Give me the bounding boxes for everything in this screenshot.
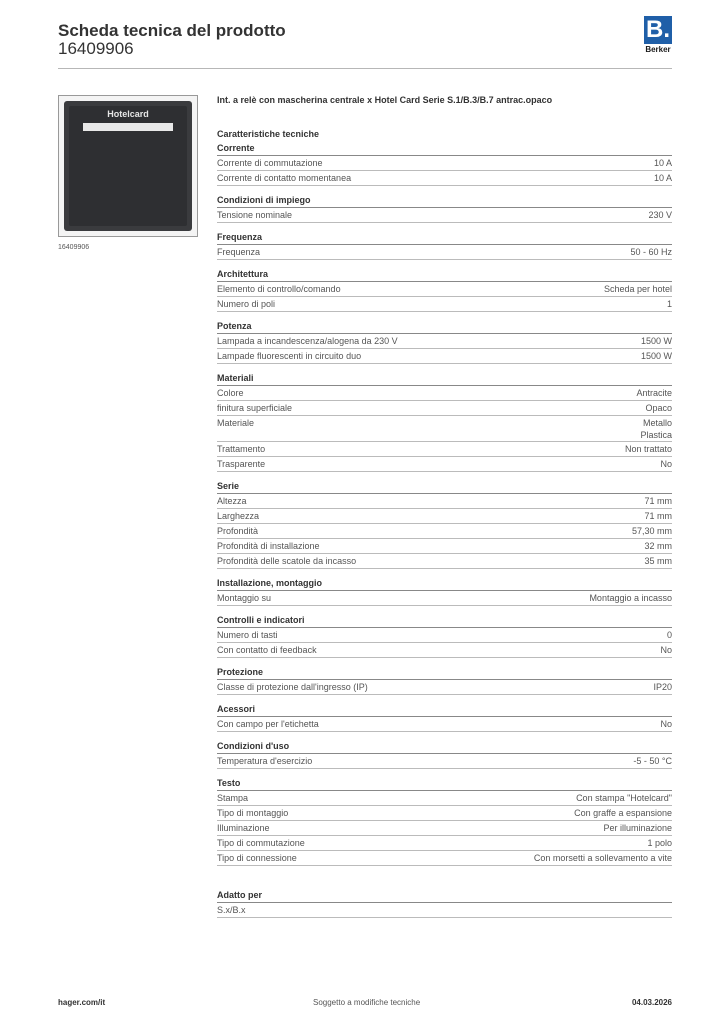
spec-group-title: Condizioni di impiego: [217, 195, 672, 208]
spec-row: [217, 628, 672, 643]
spec-group-title: Corrente: [217, 143, 672, 156]
spec-value-text: Scheda per hotel: [603, 284, 672, 294]
spec-value: [654, 157, 672, 169]
spec-value: [630, 246, 672, 258]
spec-value: [648, 209, 672, 221]
spec-value-text: IP20: [653, 682, 672, 692]
spec-value: [653, 681, 672, 693]
berker-logo-mark: B.: [646, 16, 670, 43]
spec-group-title: Protezione: [217, 667, 672, 680]
spec-row: [217, 208, 672, 223]
spec-value: [660, 644, 672, 656]
spec-label: Tipo di connessione: [217, 853, 297, 863]
spec-group-title: Installazione, montaggio: [217, 578, 672, 591]
spec-value-text: 57,30 mm: [631, 526, 672, 536]
spec-row: [217, 457, 672, 472]
spec-group-title: Frequenza: [217, 232, 672, 245]
spec-label: Colore: [217, 388, 244, 398]
spec-label: Numero di poli: [217, 299, 276, 309]
spec-row: [217, 509, 672, 524]
spec-group-title: Potenza: [217, 321, 672, 334]
spec-row: [217, 806, 672, 821]
spec-value-text: 0: [666, 630, 672, 640]
spec-value-text: 10 A: [653, 173, 672, 183]
spec-label: Lampada a incandescenza/alogena da 230 V: [217, 336, 398, 346]
spec-value-text: Antracite: [636, 388, 672, 398]
spec-value: [647, 837, 672, 849]
spec-label: S.x/B.x: [217, 905, 246, 915]
spec-group: [217, 373, 672, 472]
spec-row: [217, 334, 672, 349]
header-divider: [58, 68, 672, 69]
spec-value-text: 1500 W: [640, 336, 672, 346]
spec-value-text-2: Plastica: [640, 430, 672, 440]
spec-value: [636, 387, 672, 399]
spec-value: [644, 495, 672, 507]
spec-value: [625, 443, 672, 455]
spec-group: [217, 321, 672, 364]
spec-row: [217, 282, 672, 297]
spec-group: [217, 269, 672, 312]
spec-row: [217, 524, 672, 539]
spec-value-text: 10 A: [653, 158, 672, 168]
spec-value-text: 32 mm: [644, 541, 672, 551]
spec-value-text: No: [660, 719, 672, 729]
spec-value-text: 50 - 60 Hz: [630, 247, 672, 257]
spec-value: [644, 540, 672, 552]
spec-row: [217, 554, 672, 569]
spec-row: [217, 791, 672, 806]
spec-value: [576, 792, 672, 804]
spec-group-title: Condizioni d'uso: [217, 741, 672, 754]
spec-value: [660, 718, 672, 730]
spec-value: [660, 458, 672, 470]
spec-group-title: Architettura: [217, 269, 672, 282]
spec-value-text: 1 polo: [647, 838, 672, 848]
spec-label: Classe di protezione dall'ingresso (IP): [217, 682, 368, 692]
spec-row: [217, 851, 672, 866]
spec-label: Profondità delle scatole da incasso: [217, 556, 357, 566]
footer-date: 04.03.2026: [631, 998, 672, 1007]
spec-group-title: Testo: [217, 778, 672, 791]
spec-value-text: 1: [666, 299, 672, 309]
spec-row: [217, 903, 672, 918]
document-title: Scheda tecnica del prodotto: [58, 21, 286, 40]
spec-row: [217, 349, 672, 364]
spec-value: [604, 283, 672, 295]
spec-groups: [217, 143, 672, 918]
spec-label: Altezza: [217, 496, 247, 506]
spec-row: [217, 171, 672, 186]
product-title: Int. a relè con mascherina centrale x Hotel Card Serie S.1/B.3/B.7 antrac.opaco: [217, 95, 553, 105]
spec-group: [217, 481, 672, 569]
spec-row: [217, 754, 672, 769]
spec-label: Trasparente: [217, 459, 266, 469]
spec-row: [217, 643, 672, 658]
spec-value-text: 35 mm: [644, 556, 672, 566]
spec-value-text: No: [660, 459, 672, 469]
spec-value: [644, 555, 672, 567]
spec-value: [644, 510, 672, 522]
spec-label: finitura superficiale: [217, 403, 293, 413]
spec-value: [667, 298, 672, 310]
spec-row: [217, 591, 672, 606]
spec-value: [641, 350, 672, 362]
spec-label: Temperatura d'esercizio: [217, 756, 313, 766]
spec-label: Profondità di installazione: [217, 541, 320, 551]
spec-row: [217, 717, 672, 732]
product-image: [58, 95, 198, 237]
berker-logo-name: Berker: [645, 45, 671, 54]
spec-label: Tipo di montaggio: [217, 808, 289, 818]
spec-group: [217, 195, 672, 223]
spec-value-text: Opaco: [645, 403, 672, 413]
spec-value: [589, 592, 672, 604]
spec-value-text: Con morsetti a sollevamento a vite: [533, 853, 672, 863]
spec-group-title: Materiali: [217, 373, 672, 386]
spec-label: Profondità: [217, 526, 259, 536]
spec-group-title: Adatto per: [217, 890, 672, 903]
spec-row: [217, 442, 672, 457]
spec-value: [603, 822, 672, 834]
spec-label: Larghezza: [217, 511, 260, 521]
spec-group: [217, 615, 672, 658]
spec-row: [217, 539, 672, 554]
spec-value: [641, 335, 672, 347]
spec-label: Numero di tasti: [217, 630, 278, 640]
spec-row: [217, 156, 672, 171]
group-spacer: [217, 875, 672, 890]
spec-value: [667, 629, 672, 641]
spec-group: [217, 667, 672, 695]
spec-value-text: -5 - 50 °C: [633, 756, 672, 766]
spec-label: Tipo di commutazione: [217, 838, 305, 848]
footer-note: Soggetto a modifiche tecniche: [313, 998, 421, 1007]
spec-group: [217, 578, 672, 606]
spec-label: Con contatto di feedback: [217, 645, 317, 655]
spec-value: [654, 172, 672, 184]
spec-value: [632, 525, 672, 537]
spec-value-text: 71 mm: [644, 511, 672, 521]
spec-value-text: Con stampa "Hotelcard": [576, 793, 672, 803]
spec-label: Trattamento: [217, 444, 266, 454]
spec-value-text: Metallo: [642, 418, 672, 428]
spec-group-title: Acessori: [217, 704, 672, 717]
spec-value-text: Non trattato: [624, 444, 672, 454]
spec-label: Illuminazione: [217, 823, 270, 833]
image-caption: 16409906: [58, 244, 90, 251]
spec-value: [633, 755, 672, 767]
product-switch-illustration: [59, 96, 197, 236]
berker-logo: [640, 16, 676, 54]
spec-value-text: 71 mm: [644, 496, 672, 506]
hotelcard-label: Hotelcard: [107, 109, 149, 119]
spec-group: [217, 778, 672, 866]
spec-value-text: 1500 W: [640, 351, 672, 361]
tech-section-title: Caratteristiche tecniche: [217, 129, 320, 139]
spec-row: [217, 297, 672, 312]
spec-row: [217, 494, 672, 509]
spec-content: [217, 95, 672, 927]
spec-row: [217, 401, 672, 416]
spec-group: [217, 232, 672, 260]
spec-value-text: 230 V: [648, 210, 672, 220]
spec-label: Elemento di controllo/comando: [217, 284, 341, 294]
spec-row: [217, 821, 672, 836]
spec-label: Corrente di commutazione: [217, 158, 323, 168]
spec-value: [640, 417, 672, 441]
spec-value: [645, 402, 672, 414]
spec-row: [217, 680, 672, 695]
spec-label: Montaggio su: [217, 593, 272, 603]
footer-website: hager.com/it: [58, 998, 106, 1007]
spec-group: [217, 875, 672, 918]
spec-value-text: Montaggio a incasso: [589, 593, 672, 603]
spec-group: [217, 704, 672, 732]
product-code: 16409906: [58, 39, 134, 58]
spec-label: Con campo per l'etichetta: [217, 719, 319, 729]
spec-value: [574, 807, 672, 819]
spec-value-text: No: [660, 645, 672, 655]
spec-label: Tensione nominale: [217, 210, 293, 220]
spec-row: [217, 386, 672, 401]
spec-label: Stampa: [217, 793, 249, 803]
spec-group: [217, 741, 672, 769]
spec-label: Materiale: [217, 418, 255, 428]
spec-label: Lampade fluorescenti in circuito duo: [217, 351, 362, 361]
spec-row: [217, 245, 672, 260]
spec-group: [217, 143, 672, 186]
spec-group-title: Serie: [217, 481, 672, 494]
spec-row: [217, 416, 672, 442]
spec-row: [217, 836, 672, 851]
spec-value-text: Con graffe a espansione: [574, 808, 672, 818]
spec-label: Corrente di contatto momentanea: [217, 173, 352, 183]
spec-label: Frequenza: [217, 247, 261, 257]
spec-value: [534, 852, 672, 864]
spec-group-title: Controlli e indicatori: [217, 615, 672, 628]
spec-value-text: Per illuminazione: [603, 823, 672, 833]
